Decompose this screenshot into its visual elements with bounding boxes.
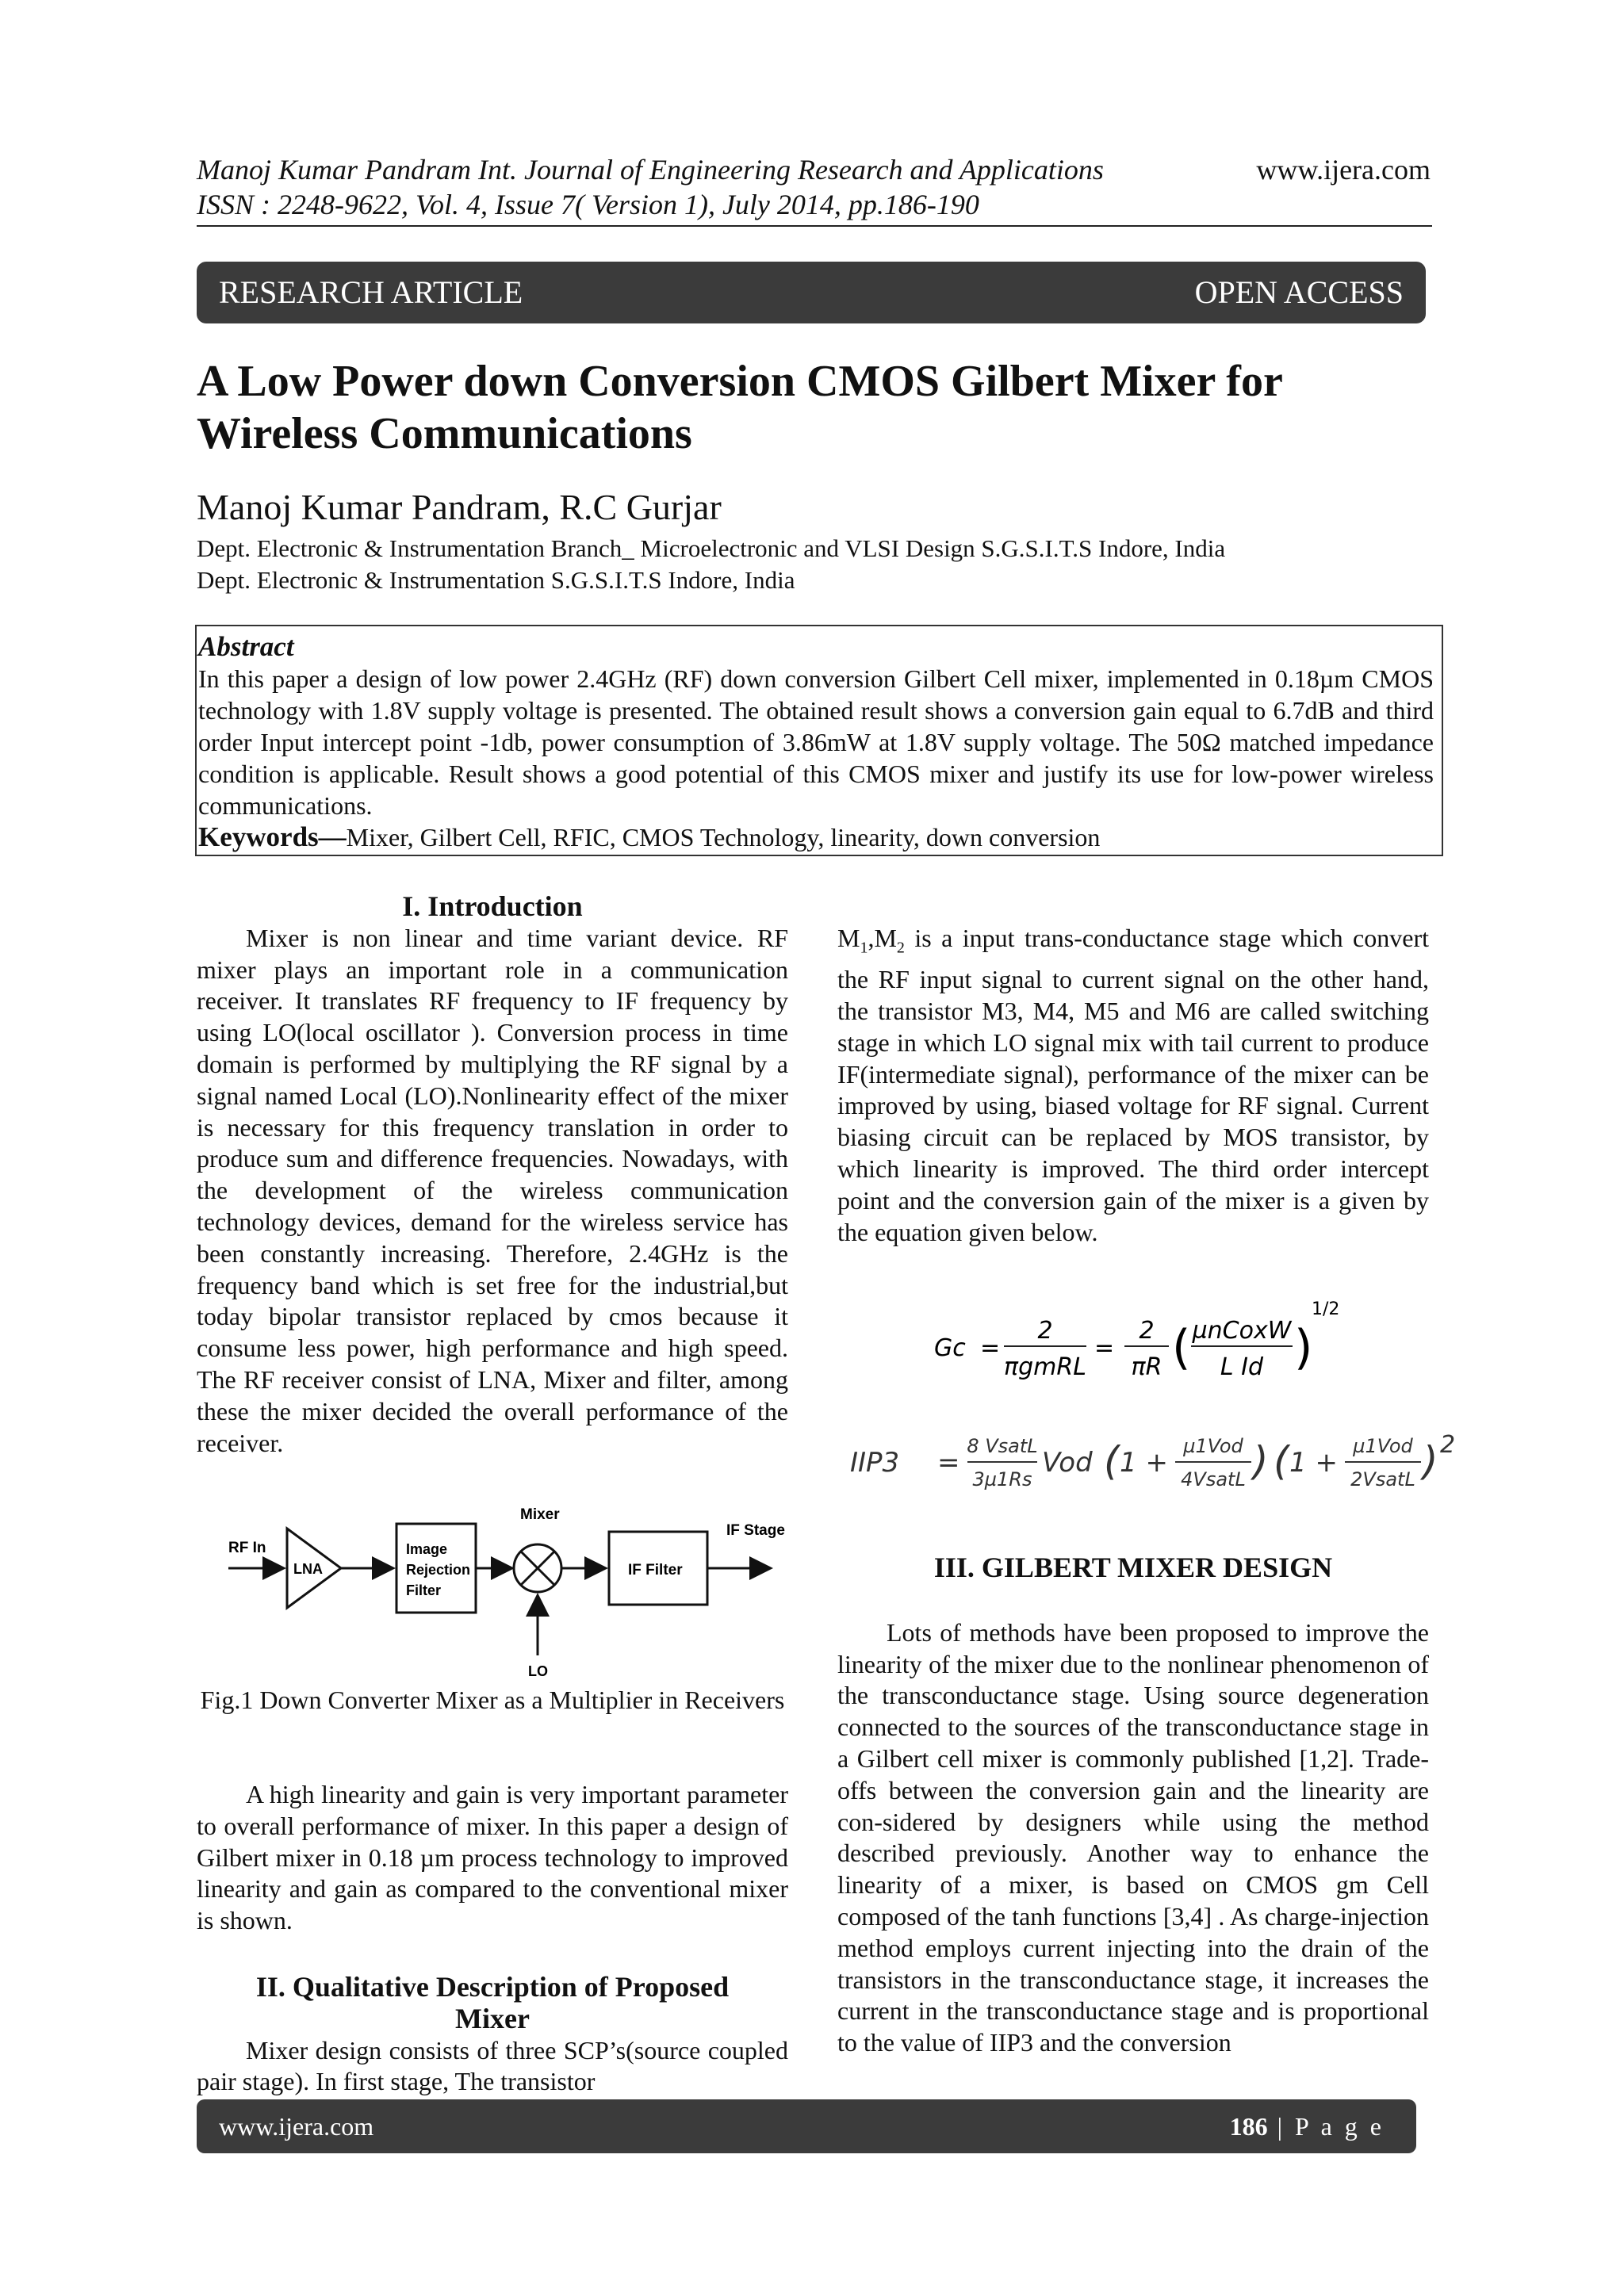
eq1-equals-2: =: [1094, 1334, 1115, 1362]
eq2-lparen-2: (: [1274, 1438, 1289, 1484]
eq2-f3-den: 2VsatL: [1350, 1468, 1415, 1490]
eq1-f2-den: πR: [1131, 1353, 1162, 1381]
affiliation-1: Dept. Electronic & Instrumentation Branch_ Microelectronic and VLSI Design S.G.S.I.T.S Indore, India: [197, 534, 1226, 562]
irf-label-2: Rejection: [406, 1562, 471, 1578]
page-number: [1230, 2099, 1385, 2153]
eq2-exponent: 2: [1440, 1431, 1456, 1459]
eq2-lhs: IIP3: [850, 1447, 900, 1479]
header-journal-line: Manoj Kumar Pandram Int. Journal of Engineering Research and Applications: [197, 154, 1104, 186]
page-number-value: 186: [1229, 2112, 1268, 2141]
if-filter-label: IF Filter: [628, 1562, 683, 1578]
eq1-lhs: Gc: [934, 1334, 966, 1362]
page-footer: [197, 2099, 1416, 2153]
eq1-f3-num: µnCoxW: [1192, 1317, 1292, 1345]
iip3-equation: [847, 1424, 1465, 1503]
section-2-heading-line-1: II. Qualitative Description of Proposed: [255, 1970, 730, 2003]
open-access-label: OPEN ACCESS: [1194, 274, 1404, 310]
eq1-lparen: (: [1172, 1320, 1191, 1376]
right-column-top: [837, 923, 1429, 1248]
intro-paragraph-1: Mixer is non linear and time variant device. RF mixer plays an important role in a communication receiver. It translates RF frequency to IF frequency by using LO(local oscillator ). Conversion process in time domain is performed by multiplying the RF signal by a signal named Local (LO).Nonlinearity effect of the mixer is necessary for this frequency translation in order to produce sum and difference frequencies. Nowadays, with the development of the wireless communication technology devices, demand for the wireless service has been constantly increasing. Therefore, 2.4GHz is the frequency band which is set free for the industrial,but today bipolar transistor replaced by cmos because it consume less power, high performance and high speed. The RF receiver consist of LNA, Mixer and filter, among these the mixer decided the overall performance of the receiver.: [197, 923, 788, 1457]
section-2-paragraph: Mixer design consists of three SCP’s(source coupled pair stage). In first stage, The transistor: [197, 2035, 788, 2096]
irf-label-3: Filter: [406, 1582, 442, 1598]
lna-label: LNA: [293, 1561, 323, 1577]
eq2-f2-den: 4VsatL: [1181, 1468, 1246, 1490]
header-issn-line: ISSN : 2248-9622, Vol. 4, Issue 7( Version 1), July 2014, pp.186-190: [197, 189, 979, 220]
header-url[interactable]: www.ijera.com: [1256, 154, 1431, 186]
title-line-1: A Low Power down Conversion CMOS Gilbert Mixer for: [197, 357, 1283, 406]
eq2-f1-num: 8 VsatL: [967, 1435, 1038, 1457]
footer-url[interactable]: www.ijera.com: [219, 2112, 374, 2141]
paper-title: [197, 355, 1434, 460]
keywords: [198, 821, 1442, 853]
section-3-heading: III. GILBERT MIXER DESIGN: [933, 1552, 1333, 1583]
affiliations: [197, 533, 1465, 596]
eq2-one-2: 1 +: [1289, 1447, 1338, 1479]
irf-label-1: Image: [406, 1541, 448, 1557]
eq1-f1-den: πgmRL: [1004, 1353, 1086, 1381]
transistor-lead: M: [837, 924, 860, 952]
abstract-box: [195, 625, 1443, 856]
section-1-heading: I. Introduction: [402, 890, 583, 922]
left-column-lower: [197, 1779, 788, 2098]
transistor-paragraph: $M_1,M_2$ is a input trans-conductance stage which convert the RF input signal to current signal on the other hand, the transistor M3, M4, M5 and M6 are called switching stage in which LO signal mix with tail current to produce IF(intermediate signal), performance of the mixer can be improved by using, biased voltage for RF signal. Current biasing circuit can be replaced by MOS transistor, by which linearity is improved. The third order intercept point and the conversion gain of the mixer is a given by the equation given below.: [837, 924, 1430, 1246]
eq1-rparen: ): [1294, 1320, 1313, 1376]
keywords-list: Mixer, Gilbert Cell, RFIC, CMOS Technology, linearity, down conversion: [346, 823, 1101, 851]
eq2-equals: =: [937, 1447, 960, 1479]
mixer-label: Mixer: [520, 1506, 560, 1523]
title-line-2: Wireless Communications: [197, 409, 692, 458]
intro-paragraph-2: A high linearity and gain is very important parameter to overall performance of mixer. In this paper a design of Gilbert mixer in 0.18 µm process technology to improved linearity and gain as compared to the conventional mixer is shown.: [197, 1780, 788, 1935]
eq2-rparen-2: ): [1423, 1438, 1438, 1484]
research-article-label: RESEARCH ARTICLE: [219, 274, 523, 310]
block-diagram-figure: [205, 1497, 787, 1681]
lo-label: LO: [528, 1663, 548, 1679]
abstract-heading: Abstract: [198, 631, 294, 662]
conversion-gain-equation: [928, 1292, 1340, 1395]
keywords-label: Keywords—: [198, 821, 347, 852]
eq2-f2-num: µ1Vod: [1183, 1435, 1243, 1457]
eq1-f3-den: L Id: [1220, 1353, 1264, 1381]
page-suffix: | P a g e: [1267, 2112, 1385, 2141]
eq2-rparen-1: ): [1253, 1438, 1269, 1484]
section-2-heading: [197, 1972, 788, 2035]
transistor-text: is a input trans-conductance stage which convert the RF input signal to current signal on the other hand, the transistor M3, M4, M5 and M6 are called switching stage in which LO signal mix with tail current to produce IF(intermediate signal), performance of the mixer can be improved by using, biased voltage for RF signal. Current biasing circuit can be replaced by MOS transistor, by which linearity is improved. The third order intercept point and the conversion gain of the mixer is a given by the equation given below.: [837, 924, 1430, 1246]
affiliation-2: Dept. Electronic & Instrumentation S.G.S.I.T.S Indore, India: [197, 566, 795, 594]
figure-1-caption: Fig.1 Down Converter Mixer as a Multiplier in Receivers: [200, 1686, 785, 1714]
right-column-bottom: [837, 1552, 1429, 2059]
eq2-f1-den: 3µ1Rs: [972, 1468, 1032, 1490]
eq1-exponent: 1/2: [1312, 1299, 1340, 1319]
eq2-lparen-1: (: [1104, 1438, 1120, 1484]
left-column: [197, 891, 788, 1459]
section-3-paragraph: Lots of methods have been proposed to improve the linearity of the mixer due to the nonlinear phenomenon of the transconductance stage. Using source degeneration connected to the sources of the transconductance stage in a Gilbert cell mixer is commonly published [1,2]. Trade-offs between the conversion gain and the linearity are con-sidered by designers while using the method described previously. Another way to enhance the linearity of a mixer, is based on CMOS gm Cell composed of the tanh functions [3,4] . As charge-injection method employs current injecting into the drain of the transistors in the transconductance stage, it increases the current in the transconductance stage and is proportional to the value of IIP3 and the conversion: [837, 1617, 1429, 2057]
rf-in-label: RF In: [228, 1540, 266, 1556]
article-type-banner: [197, 262, 1426, 323]
section-2-heading-line-2: Mixer: [455, 2002, 530, 2034]
eq1-f1-num: 2: [1037, 1317, 1053, 1345]
eq1-f2-num: 2: [1139, 1317, 1155, 1345]
authors: Manoj Kumar Pandram, R.C Gurjar: [197, 487, 722, 527]
eq1-equals-1: =: [980, 1334, 1001, 1362]
eq2-vod: Vod: [1042, 1447, 1093, 1479]
eq2-one-1: 1 +: [1120, 1447, 1168, 1479]
header-divider: [197, 225, 1432, 227]
journal-header: [197, 152, 1431, 222]
if-stage-label: IF Stage: [726, 1522, 785, 1539]
eq2-f3-num: µ1Vod: [1353, 1435, 1413, 1457]
abstract-text: In this paper a design of low power 2.4GHz (RF) down conversion Gilbert Cell mixer, implemented in 0.18µm CMOS technology with 1.8V supply voltage is presented. The obtained result shows a conversion gain equal to 6.7dB and third order Input intercept point -1db, power consumption of 3.86mW at 1.8V supply voltage. The 50Ω matched impedance condition is applicable. Result shows a good potential of this CMOS mixer and justify its use for low-power wireless communications.: [198, 664, 1434, 820]
